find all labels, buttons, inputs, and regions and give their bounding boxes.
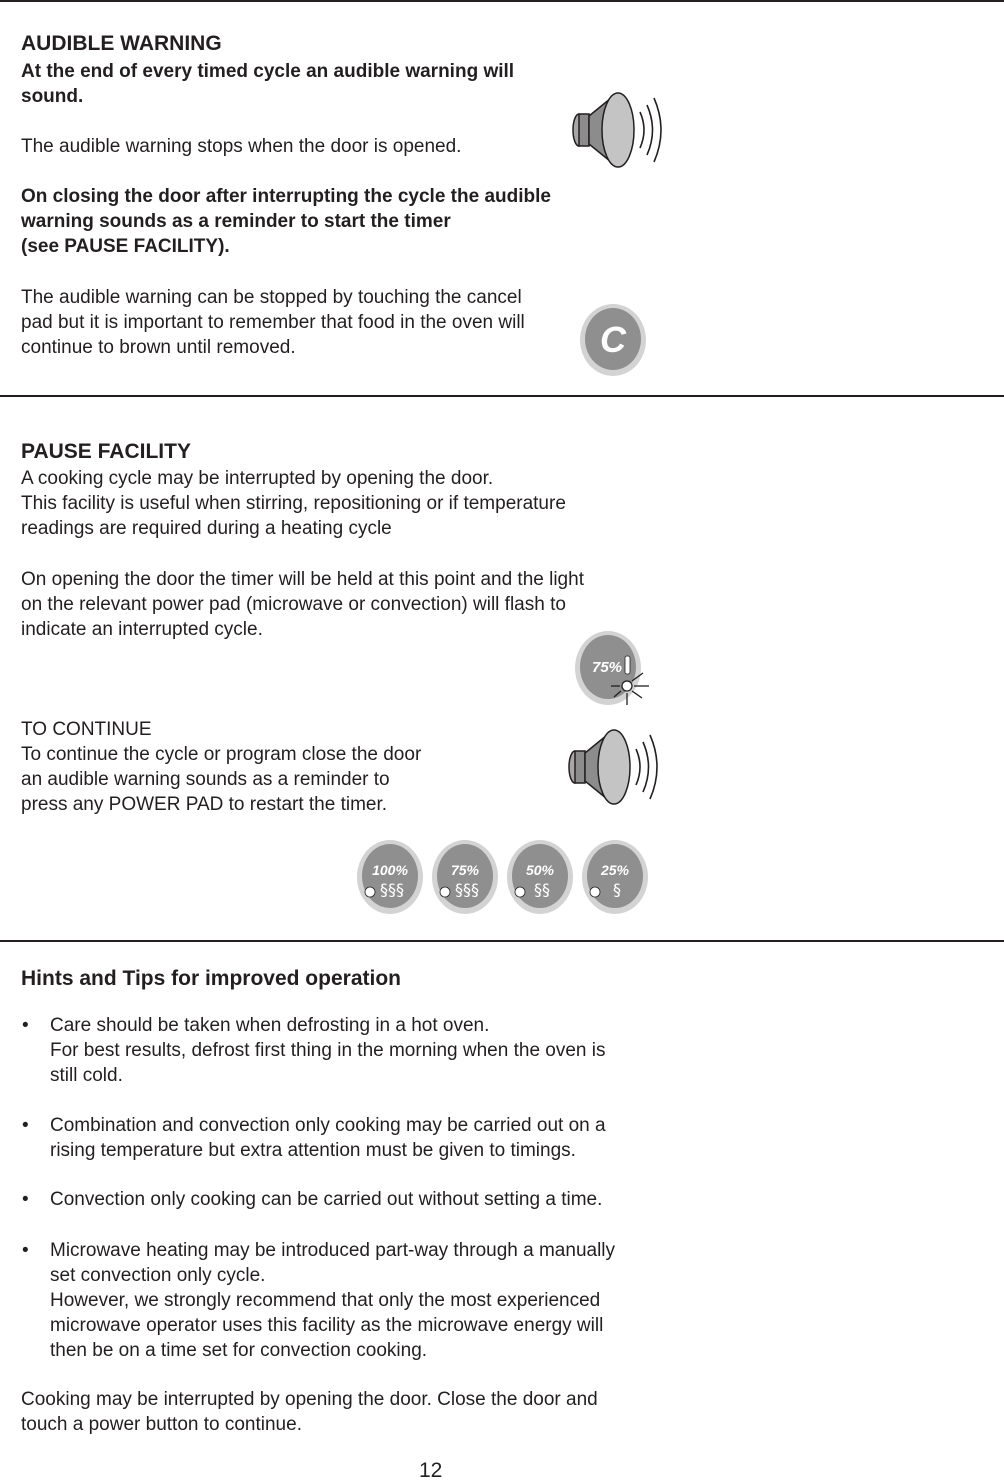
text-line: continue to brown until removed. <box>21 337 296 358</box>
cancel-pad-icon <box>578 302 648 378</box>
cancel-pad-label: C <box>600 319 626 360</box>
text-line: A cooking cycle may be interrupted by opening the door. <box>21 468 494 489</box>
section-title-pause-facility: PAUSE FACILITY <box>21 440 191 463</box>
text-line: pad but it is important to remember that food in the oven will <box>21 312 525 333</box>
power-pad-icon <box>356 838 426 916</box>
microwave-waves-icon: §§ <box>534 880 550 899</box>
microwave-waves-icon: § <box>613 880 621 899</box>
text-line: readings are required during a heating cycle <box>21 518 392 539</box>
speaker-icon <box>570 90 670 172</box>
microwave-waves-icon: §§§ <box>380 880 404 899</box>
section-title-audible-warning: AUDIBLE WARNING <box>21 32 222 55</box>
section-divider <box>0 395 1004 397</box>
text-line: The audible warning stops when the door is opened. <box>21 136 462 157</box>
bullet: • <box>22 1240 29 1261</box>
text-line: indicate an interrupted cycle. <box>21 619 263 640</box>
bullet: • <box>22 1189 29 1210</box>
list-item-line: set convection only cycle. <box>50 1265 266 1286</box>
text-line: warning sounds as a reminder to start the timer <box>21 211 451 232</box>
text-line: To continue the cycle or program close the door <box>21 744 422 765</box>
list-item-line: However, we strongly recommend that only the most experienced <box>50 1290 601 1311</box>
list-item-line: still cold. <box>50 1065 123 1086</box>
power-pad-label: 100% <box>372 862 408 878</box>
power-pad-icon <box>431 838 501 916</box>
text-line: (see PAUSE FACILITY). <box>21 236 230 257</box>
section-title-hints: Hints and Tips for improved operation <box>21 967 401 990</box>
microwave-waves-icon: §§§ <box>455 880 479 899</box>
indicator-light <box>515 887 525 897</box>
text-line: The audible warning can be stopped by touching the cancel <box>21 287 522 308</box>
list-item-line: Care should be taken when defrosting in a hot oven. <box>50 1015 490 1036</box>
indicator-light <box>590 887 600 897</box>
flash-pad-label: 75% <box>591 659 623 676</box>
indicator-light <box>440 887 450 897</box>
power-pad-icon <box>506 838 576 916</box>
text-line: sound. <box>21 86 84 107</box>
text-line: on the relevant power pad (microwave or convection) will flash to <box>21 594 566 615</box>
page-number: 12 <box>419 1459 443 1482</box>
power-pad-icon <box>581 838 651 916</box>
bullet: • <box>22 1015 29 1036</box>
section-divider <box>0 940 1004 942</box>
text-line: On closing the door after interrupting the cycle the audible <box>21 186 551 207</box>
bullet: • <box>22 1115 29 1136</box>
indicator-light <box>365 887 375 897</box>
text-line: press any POWER PAD to restart the timer. <box>21 794 388 815</box>
text-line: On opening the door the timer will be held at this point and the light <box>21 569 584 590</box>
list-item-line: Microwave heating may be introduced part-way through a manually <box>50 1240 616 1261</box>
power-pad-label: 50% <box>525 862 555 878</box>
text-line: This facility is useful when stirring, repositioning or if temperature <box>21 493 566 514</box>
list-item-line: rising temperature but extra attention must be given to timings. <box>50 1140 576 1161</box>
speaker-icon <box>566 727 666 809</box>
power-pad-label: 75% <box>450 862 480 878</box>
power-pad-icon <box>574 630 654 710</box>
text-line: touch a power button to continue. <box>21 1414 302 1435</box>
list-item-line: For best results, defrost first thing in the morning when the oven is <box>50 1040 606 1061</box>
list-item-line: Combination and convection only cooking may be carried out on a <box>50 1115 606 1136</box>
continue-title: TO CONTINUE <box>21 719 152 740</box>
list-item-line: Convection only cooking can be carried out without setting a time. <box>50 1189 603 1210</box>
list-item-line: then be on a time set for convection cooking. <box>50 1340 428 1361</box>
text-line: At the end of every timed cycle an audible warning will <box>21 61 515 82</box>
text-line: an audible warning sounds as a reminder to <box>21 769 390 790</box>
list-item-line: microwave operator uses this facility as the microwave energy will <box>50 1315 604 1336</box>
text-line: Cooking may be interrupted by opening the door. Close the door and <box>21 1389 598 1410</box>
top-rule <box>0 0 1004 2</box>
power-pad-label: 25% <box>600 862 630 878</box>
